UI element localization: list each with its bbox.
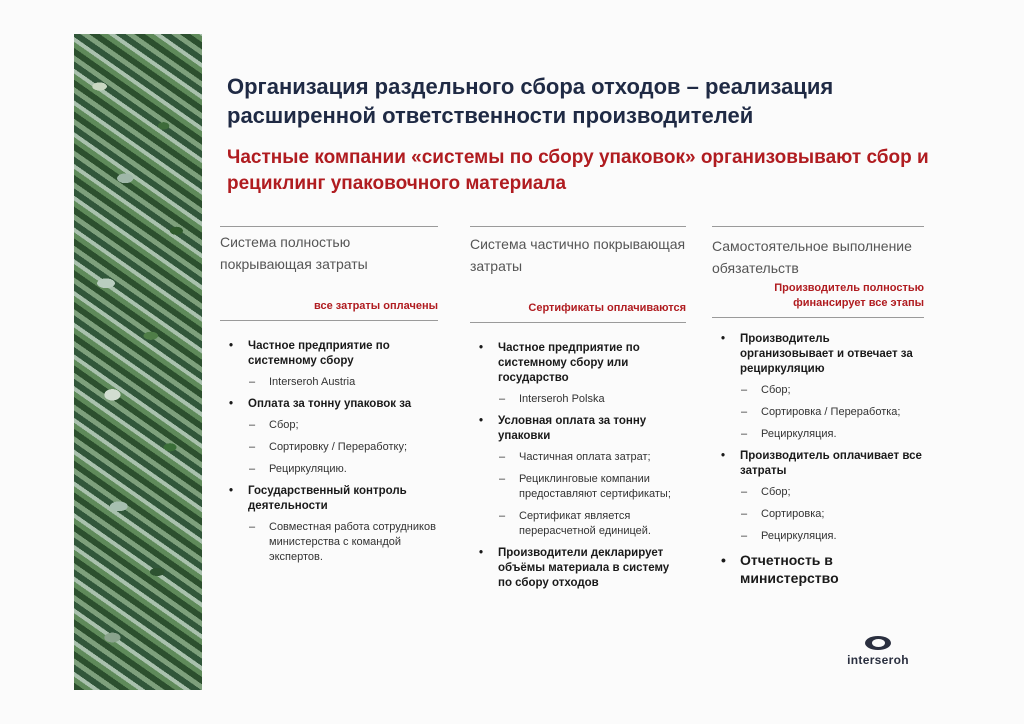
sub-list-item [712,383,924,398]
sub-list-item [712,529,924,544]
bullet-icon: • [229,485,234,497]
list-item-text: Рециркуляция. [761,530,837,542]
list-item [712,551,924,587]
list-item-text: Производитель оплачивает все затраты [740,450,922,477]
interseroh-logo-icon [865,636,891,650]
dash-icon: – [741,508,748,520]
compressed-waste-bales-photo [74,34,202,690]
column-note: Производитель полностью финансирует все этапы [774,282,924,309]
sub-list-item [470,509,686,539]
column-heading: Самостоятельное выполнение обязательств [712,238,912,276]
sub-list-item [712,485,924,500]
list-item-text: Рециклинговые компании предоставляют сертификаты; [519,473,671,500]
list-item-text: Оплата за тонну упаковок за [248,398,412,410]
list-item [220,484,438,514]
bullet-icon: • [721,333,726,345]
dash-icon: – [499,510,506,522]
dash-icon: – [499,473,506,485]
dash-icon: – [249,376,256,388]
list-item-text: Сбор; [761,384,791,396]
dash-icon: – [499,451,506,463]
list-item-text: Сортировку / Переработку; [269,441,408,453]
dash-icon: – [741,530,748,542]
list-item-text: Условная оплата за тонну упаковки [498,415,647,442]
list-item-text: Сортировка / Переработка; [761,406,901,418]
list-item-text: Совместная работа сотрудников министерства с командой экспертов. [269,521,436,563]
column-list [712,332,924,587]
list-item-text: Сбор; [269,419,299,431]
list-item-text: Interseroh Polska [519,393,605,405]
list-item-text: Частное предприятие по системному сбору [248,340,390,367]
sub-list-item [220,375,438,390]
dash-icon: – [249,521,256,533]
column-list [220,339,438,565]
slide-title: Организация раздельного сбора отходов – реализация расширенной ответственности производителей [227,74,834,128]
list-item-text: Производители декларирует объёмы материала в систему по сбору отходов [498,547,670,589]
sub-list-item [470,450,686,465]
list-item-text: Государственный контроль деятельности [248,485,407,512]
column-partial-cost-system [470,226,686,597]
sub-list-item [220,520,438,565]
column-divider [712,317,924,318]
dash-icon: – [741,486,748,498]
sub-list-item [712,405,924,420]
list-item [470,341,686,386]
column-heading: Система частично покрывающая затраты [470,236,686,274]
column-list [470,341,686,591]
list-item-text: Сбор; [761,486,791,498]
list-item [470,546,686,591]
list-item-text: Рециркуляцию. [269,463,347,475]
dash-icon: – [741,384,748,396]
sub-list-item [470,392,686,407]
dash-icon: – [249,463,256,475]
column-heading: Система полностью покрывающая затраты [220,234,368,272]
list-item-text: Сортировка; [761,508,825,520]
list-item [712,449,924,479]
column-note: все затраты оплачены [313,300,438,312]
sub-list-item [220,462,438,477]
list-item-text: Частное предприятие по системному сбору или государство [498,342,640,384]
list-item [470,414,686,444]
list-item-text: Производитель организовывает и отвечает за рециркуляцию [740,333,913,375]
column-note: Сертификаты оплачиваются [528,302,686,314]
list-item [712,332,924,377]
dash-icon: – [741,428,748,440]
bullet-icon: • [479,342,484,354]
dash-icon: – [741,406,748,418]
list-item-text: Частичная оплата затрат; [519,451,651,463]
bullet-icon: • [721,552,726,568]
list-item-text: Отчетность в министерство [740,552,839,586]
list-item [220,397,438,412]
sub-list-item [712,507,924,522]
bullet-icon: • [479,415,484,427]
column-self-compliance [712,226,924,593]
column-divider [220,320,438,321]
list-item [220,339,438,369]
bullet-icon: • [479,547,484,559]
slide-subtitle: Частные компании «системы по сбору упаковок» организовывают сбор и рециклинг упаковочного материала [227,147,929,194]
bullet-icon: • [229,340,234,352]
sub-list-item [220,418,438,433]
sub-list-item [712,427,924,442]
bullet-icon: • [229,398,234,410]
sub-list-item [470,472,686,502]
bullet-icon: • [721,450,726,462]
list-item-text: Interseroh Austria [269,376,356,388]
logo-text: interseroh [847,653,909,667]
dash-icon: – [499,393,506,405]
column-full-cost-system [220,226,438,572]
dash-icon: – [249,441,256,453]
column-divider [470,322,686,323]
dash-icon: – [249,419,256,431]
interseroh-logo [838,636,918,667]
list-item-text: Рециркуляция. [761,428,837,440]
list-item-text: Сертификат является перерасчетной единицей. [519,510,651,537]
sub-list-item [220,440,438,455]
